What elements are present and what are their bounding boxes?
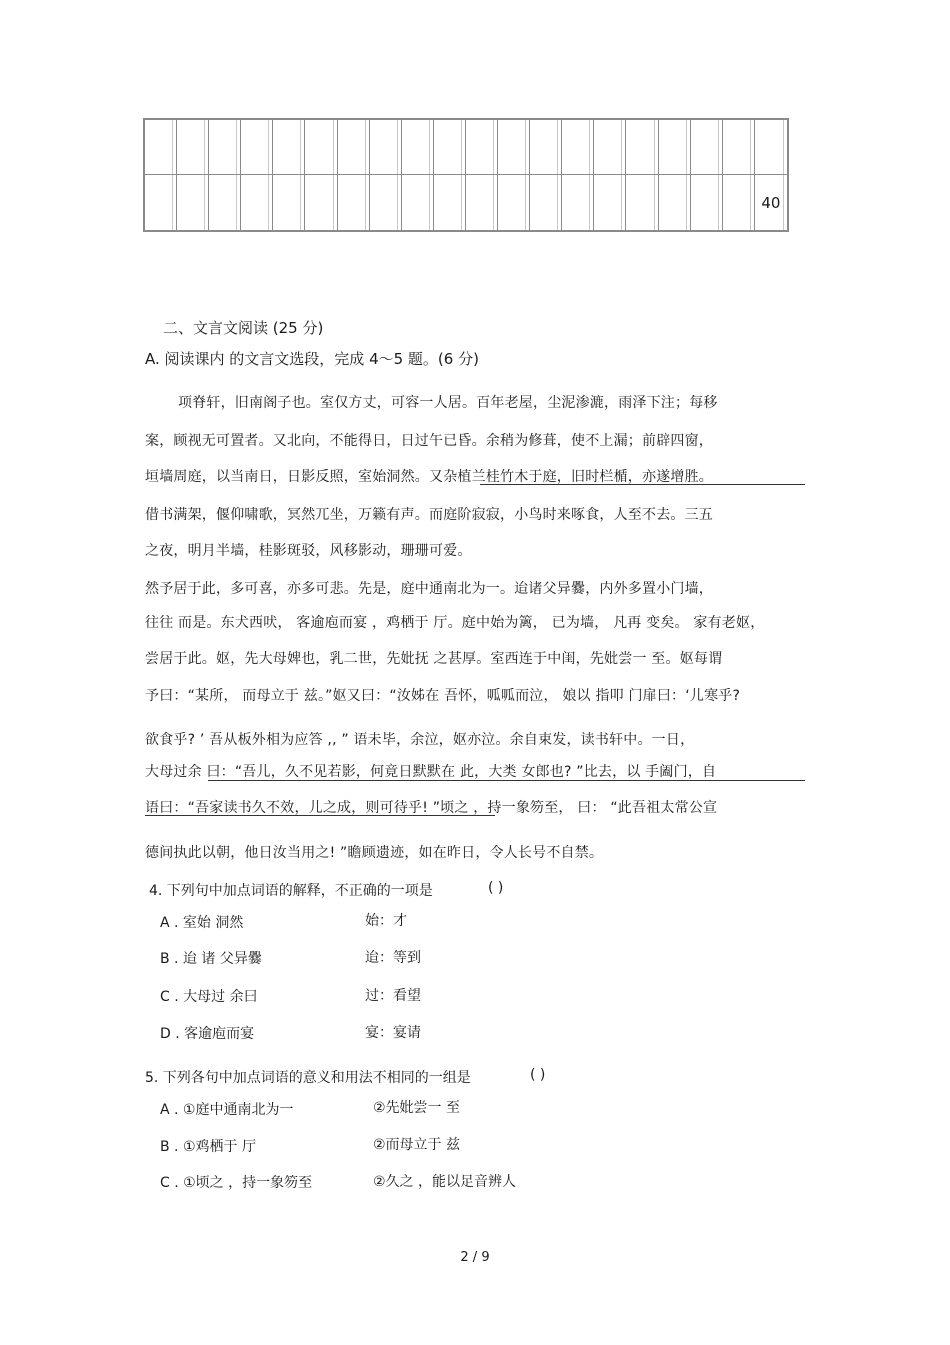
grid-cell — [434, 120, 466, 175]
q5-option-a-1: A . ①庭中通南北为一 — [160, 1102, 294, 1118]
grid-cell — [755, 120, 787, 175]
grid-cell — [338, 120, 370, 175]
passage-line: 尝居于此。妪，先大母婢也，乳二世，先妣抚 之甚厚。室西连于中闺，先妣尝一 至。妪每谓 — [145, 651, 723, 667]
underline-mark — [208, 780, 805, 781]
question-5-stem: 5. 下列各句中加点词语的意义和用法不相同的一组是 — [145, 1070, 471, 1086]
q4-option-a-gloss: 始：才 — [365, 913, 407, 929]
passage-line: 予曰：“某所， 而母立于 兹。”妪又曰：“汝姊在 吾怀，呱呱而泣， 娘以 指叩 门扉曰：‘儿寒乎? — [145, 688, 741, 704]
grid-cell — [402, 120, 434, 175]
grid-cell — [241, 120, 273, 175]
grid-cell — [562, 120, 594, 175]
passage-line: 项脊轩，旧南阁子也。室仅方丈，可容一人居。百年老屋，尘泥渗漉，雨泽下注；每移 — [178, 395, 718, 411]
grid-cell — [659, 175, 691, 230]
grid-cell — [723, 120, 755, 175]
passage-line: 欲食乎? ’ 吾从板外相为应答 ,, ” 语未毕，余泣，妪亦泣。余自束发，读书轩中。一日， — [145, 732, 695, 748]
q4-option-d: D . 客逾庖而宴 — [160, 1026, 255, 1042]
grid-cell — [305, 120, 337, 175]
grid-cell — [177, 120, 209, 175]
grid-cell — [626, 175, 658, 230]
q4-option-d-gloss: 宴：宴请 — [365, 1025, 421, 1041]
q4-option-c-gloss: 过：看望 — [365, 988, 421, 1004]
q5-option-b-2: ②而母立于 兹 — [373, 1137, 461, 1153]
passage-line: 语曰：“吾家读书久不效，儿之成，则可待乎! ”顷之 ，持一象笏至， 曰： “此吾祖太常公宣 — [145, 800, 718, 816]
q4-option-a: A . 室始 洞然 — [160, 915, 244, 931]
section-title: 二、文言文阅读 (25 分) — [163, 319, 324, 337]
sub-section-title: A. 阅读课内 的文言文选段，完成 4～5 题。(6 分) — [145, 350, 479, 368]
grid-cell — [594, 175, 626, 230]
grid-cell — [530, 120, 562, 175]
composition-grid — [143, 118, 789, 232]
grid-cell — [241, 175, 273, 230]
q4-option-c: C . 大母过 余曰 — [160, 989, 258, 1005]
q5-option-b-1: B . ①鸡栖于 厅 — [160, 1139, 256, 1155]
passage-line: 德间执此以朝，他日汝当用之! ”瞻顾遗迹，如在昨日，令人长号不自禁。 — [145, 845, 604, 861]
grid-cell — [177, 175, 209, 230]
passage-line: 往往 而是。东犬西吠， 客逾庖而宴 ，鸡栖于 厅。庭中始为篱， 已为墙， 凡再 变矣。 家有老妪， — [145, 615, 765, 631]
grid-cell — [370, 120, 402, 175]
grid-cell — [530, 175, 562, 230]
grid-cell — [370, 175, 402, 230]
underline-mark — [480, 484, 805, 485]
grid-cell — [209, 175, 241, 230]
grid-count-label: 40 — [755, 175, 787, 230]
question-4-stem: 4. 下列句中加点词语的解释，不正确的一项是 — [149, 883, 433, 899]
grid-cell — [466, 120, 498, 175]
grid-cell — [305, 175, 337, 230]
question-5-answer-paren: ( ) — [530, 1067, 546, 1083]
q5-option-c-2: ②久之 ，能以足音辨人 — [373, 1174, 517, 1190]
grid-cell — [145, 175, 177, 230]
grid-cell — [402, 175, 434, 230]
grid-cell — [466, 175, 498, 230]
passage-line: 然予居于此，多可喜，亦多可悲。先是，庭中通南北为一。迨诸父异爨，内外多置小门墙， — [145, 581, 713, 597]
grid-cell — [594, 120, 626, 175]
grid-cell — [273, 175, 305, 230]
question-4-answer-paren: ( ) — [488, 880, 504, 896]
passage-line: 之夜，明月半墙，桂影斑驳，风移影动，珊珊可爱。 — [145, 543, 472, 559]
grid-cell — [498, 120, 530, 175]
q5-option-c-1: C . ①顷之 ，持一象笏至 — [160, 1175, 313, 1191]
grid-cell — [145, 120, 177, 175]
grid-cell — [691, 120, 723, 175]
grid-cell — [338, 175, 370, 230]
q4-option-b-gloss: 迨：等到 — [365, 950, 421, 966]
grid-cell — [659, 120, 691, 175]
grid-cell — [626, 120, 658, 175]
underline-mark — [145, 815, 495, 816]
passage-line: 垣墙周庭，以当南日，日影反照，室始洞然。又杂植兰桂竹木于庭，旧时栏楯，亦遂增胜。 — [145, 469, 713, 485]
passage-line: 大母过余 曰：“吾儿，久不见若影，何竟日默默在 此，大类 女郎也? ”比去，以 手阖门，自 — [145, 764, 717, 780]
grid-cell — [273, 120, 305, 175]
grid-cell — [434, 175, 466, 230]
passage-line: 借书满架，偃仰啸歌，冥然兀坐，万籁有声。而庭阶寂寂，小鸟时来啄食，人至不去。三五 — [145, 507, 713, 523]
passage-line: 案，顾视无可置者。又北向，不能得日，日过午已昏。余稍为修葺，使不上漏；前辟四窗， — [145, 433, 713, 449]
q4-option-b: B . 迨 诸 父异爨 — [160, 951, 262, 967]
grid-cell — [562, 175, 594, 230]
grid-cell — [723, 175, 755, 230]
q5-option-a-2: ②先妣尝一 至 — [373, 1100, 461, 1116]
page-number: 2 / 9 — [460, 1250, 490, 1265]
grid-cell — [691, 175, 723, 230]
grid-cell — [498, 175, 530, 230]
grid-cell — [209, 120, 241, 175]
